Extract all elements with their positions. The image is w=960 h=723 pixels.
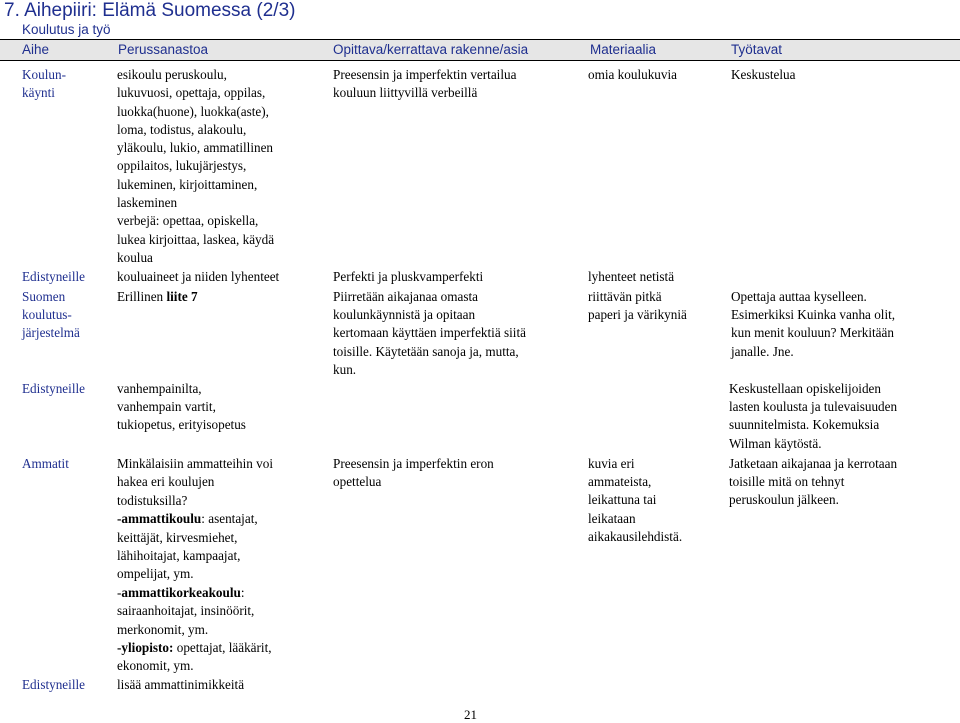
method-cell: Opettaja auttaa kyselleen. Esimerkiksi Kuinka vanha olit, kun menit kouluun? Merkitään janalle. Jne. — [731, 289, 896, 359]
material-cell: riittävän pitkä paperi ja värikyniä — [588, 289, 687, 323]
method-cell: Keskustelua — [731, 67, 796, 82]
topic-cell: Koulun- käynti — [22, 67, 66, 101]
page-number: 21 — [464, 707, 477, 722]
topic-cell: Edistyneille — [22, 381, 85, 396]
vocabulary-item: -ammattikoulu: asentajat, keittäjät, kirvesmiehet, lähihoitajat, kampaajat, ompelijat, ym. — [117, 511, 258, 582]
topic-cell: Ammatit — [22, 456, 69, 471]
vocabulary-cell: lisää ammattinimikkeitä — [117, 677, 245, 692]
vocabulary-cell: esikoulu peruskoulu, lukuvuosi, opettaja, oppilas, luokka(huone), luokka(aste), loma, todistus, alakoulu, yläkoulu, lukio, ammatillinen oppilaitos, lukujärjestys, lukeminen, kirjoittaminen, laskeminen verbejä: opettaa, opiskella, lukea kirjoittaa, laskea, käydä koulua — [117, 67, 275, 265]
vocabulary-intro: Minkälaisiin ammatteihin voi hakea eri koulujen todistuksilla? — [117, 456, 274, 508]
column-header-tyotavat: Työtavat — [731, 42, 783, 57]
material-cell: omia koulukuvia — [588, 67, 678, 82]
vocabulary-cell — [117, 455, 273, 676]
column-header-perussanastoa: Perussanastoa — [118, 42, 209, 57]
vocabulary-cell — [117, 288, 198, 306]
structure-cell: Preesensin ja imperfektin vertailua kouluun liittyvillä verbeillä — [333, 67, 517, 101]
page-title: 7. Aihepiiri: Elämä Suomessa (2/3) — [4, 0, 296, 21]
column-header-aihe: Aihe — [22, 42, 50, 57]
column-header-rakenne: Opittava/kerrattava rakenne/asia — [333, 42, 529, 57]
topic-cell: Suomen koulutus- järjestelmä — [22, 289, 80, 341]
method-cell: Keskustellaan opiskelijoiden lasten koulusta ja tulevaisuuden suunnitelmista. Kokemuksia Wilman käytöstä. — [729, 381, 898, 451]
topic-cell: Edistyneille — [22, 269, 85, 284]
vocabulary-cell: vanhempainilta, vanhempain vartit, tukiopetus, erityisopetus — [117, 381, 246, 433]
vocabulary-cell: kouluaineet ja niiden lyhenteet — [117, 269, 280, 284]
attachment-reference: liite 7 — [166, 289, 198, 304]
column-header-materiaalia: Materiaalia — [590, 42, 657, 57]
vocabulary-item: -yliopisto: opettajat, lääkärit, ekonomit, ym. — [117, 640, 272, 674]
table-header — [0, 39, 960, 61]
structure-cell: Perfekti ja pluskvamperfekti — [333, 269, 484, 284]
material-cell: lyhenteet netistä — [588, 269, 675, 284]
method-cell: Jatketaan aikajanaa ja kerrotaan toisille mitä on tehnyt peruskoulun jälkeen. — [729, 456, 898, 508]
attachment-text: Erillinen — [117, 289, 167, 304]
page-subtitle: Koulutus ja työ — [22, 22, 111, 37]
structure-cell: Piirretään aikajanaa omasta koulunkäynnistä ja opitaan kertomaan käyttäen imperfektiä siitä toisille. Käytetään sanoja ja, mutta, kun. — [333, 289, 526, 377]
material-cell: kuvia eri ammateista, leikattuna tai leikataan aikakausilehdistä. — [588, 456, 683, 544]
structure-cell: Preesensin ja imperfektin eron opettelua — [333, 456, 494, 490]
vocabulary-item: -ammattikorkeakoulu: sairaanhoitajat, insinöörit, merkonomit, ym. — [117, 584, 255, 637]
topic-cell: Edistyneille — [22, 677, 85, 692]
